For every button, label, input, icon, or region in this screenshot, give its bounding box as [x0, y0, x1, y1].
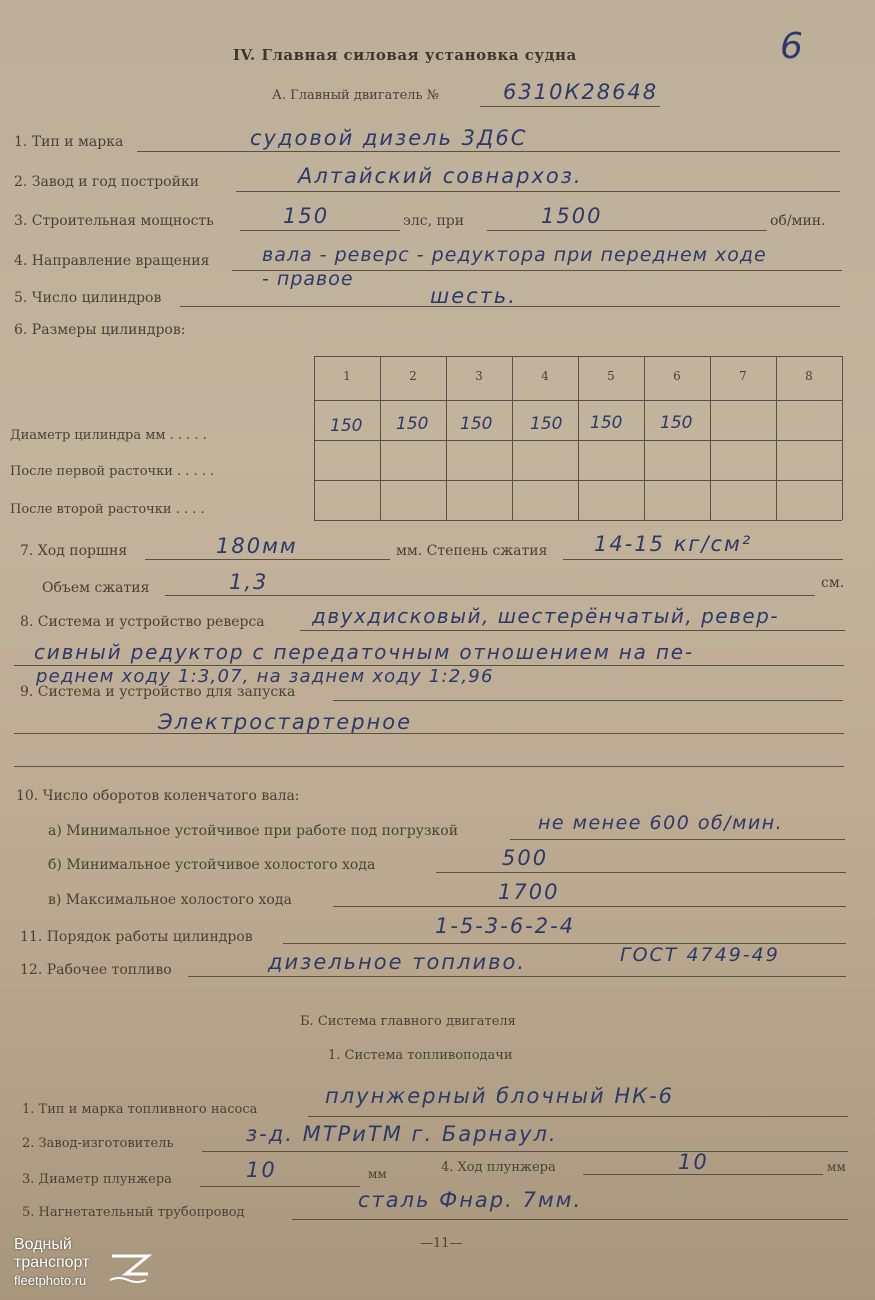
- table-col-3: 3: [475, 369, 483, 383]
- field-start-label: 9. Система и устройство для запуска: [20, 684, 296, 700]
- field-plunger-stroke-label: 4. Ход плунжера: [441, 1160, 556, 1175]
- field-rotation-value-1: вала - реверс - редуктора при переднем ходе: [262, 244, 767, 266]
- section-b-title: Б. Система главного двигателя: [300, 1014, 516, 1029]
- table-row-label-second-boring: После второй расточки . . . .: [10, 502, 205, 517]
- field-rpm-section-label: 10. Число оборотов коленчатого вала:: [16, 788, 300, 804]
- section-title: IV. Главная силовая установка судна: [233, 46, 577, 64]
- field-rpm-min-load-label: а) Минимальное устойчивое при работе под погрузкой: [48, 823, 459, 839]
- field-power-unit: элс, при: [403, 213, 465, 229]
- table-cell: 150: [530, 414, 563, 434]
- table-cell: 150: [460, 414, 493, 434]
- field-rpm-min-load-value: не менее 600 об/мин.: [538, 812, 784, 834]
- field-start-value: Электростартерное: [158, 710, 413, 734]
- field-rotation-label: 4. Направление вращения: [14, 253, 210, 269]
- table-col-8: 8: [805, 369, 813, 383]
- watermark-line-1: Водный: [14, 1236, 72, 1253]
- field-plunger-diameter-unit: мм: [368, 1167, 387, 1181]
- field-firing-order-value: 1-5-3-6-2-4: [435, 914, 576, 938]
- table-col-1: 1: [343, 369, 351, 383]
- field-comp-volume-label: Объем сжатия: [42, 580, 150, 596]
- field-fuel-label: 12. Рабочее топливо: [20, 962, 172, 978]
- field-plunger-stroke-value: 10: [678, 1150, 709, 1174]
- field-manufacturer-value: з-д. МТРиТМ г. Барнаул.: [246, 1122, 558, 1146]
- field-cyl-sizes-label: 6. Размеры цилиндров:: [14, 322, 186, 338]
- watermark-site: fleetphoto.ru: [14, 1273, 87, 1288]
- field-rpm-max-idle-value: 1700: [498, 880, 560, 904]
- watermark-logo-icon: [108, 1248, 152, 1284]
- field-compression-label: мм. Степень сжатия: [396, 543, 548, 559]
- field-fuel-value: дизельное топливо.: [268, 950, 527, 974]
- field-plunger-diameter-label: 3. Диаметр плунжера: [22, 1172, 172, 1187]
- field-factory-value: Алтайский совнархоз.: [298, 164, 583, 188]
- field-reverse-value-2: сивный редуктор с передаточным отношением на пе-: [34, 640, 694, 664]
- engine-no-label: А. Главный двигатель №: [272, 88, 440, 103]
- field-fuel-gost: ГОСТ 4749-49: [620, 944, 780, 966]
- table-col-7: 7: [739, 369, 747, 383]
- field-pipeline-label: 5. Нагнетательный трубопровод: [22, 1205, 245, 1220]
- field-rotation-value-2: - правое: [262, 268, 354, 290]
- fleetphoto-watermark: [14, 1236, 89, 1290]
- table-row-label-first-boring: После первой расточки . . . . .: [10, 464, 215, 479]
- field-reverse-value-1: двухдисковый, шестерёнчатый, ревер-: [312, 604, 780, 628]
- field-rpm-min-idle-value: 500: [502, 846, 549, 870]
- table-cell: 150: [660, 413, 693, 433]
- field-pump-label: 1. Тип и марка топливного насоса: [22, 1102, 258, 1117]
- page-footer-number: —11—: [420, 1236, 463, 1251]
- field-compression-value: 14-15 кг/см²: [594, 532, 753, 556]
- field-rpm-max-idle-label: в) Максимальное холостого хода: [48, 892, 292, 908]
- field-cylinders-value: шесть.: [430, 284, 517, 308]
- table-col-5: 5: [607, 369, 615, 383]
- field-rpm-min-idle-label: б) Минимальное устойчивое холостого хода: [48, 857, 376, 873]
- field-pipeline-value: сталь Фнар. 7мм.: [358, 1188, 583, 1212]
- table-col-2: 2: [409, 369, 417, 383]
- field-reverse-label: 8. Система и устройство реверса: [20, 614, 265, 630]
- field-type-label: 1. Тип и марка: [14, 134, 124, 150]
- field-type-value: судовой дизель 3Д6С: [250, 126, 528, 150]
- field-plunger-stroke-unit: мм: [827, 1160, 846, 1174]
- handwritten-page-number: 6: [780, 26, 803, 67]
- field-stroke-label: 7. Ход поршня: [20, 543, 128, 559]
- field-reverse-value-3: реднем ходу 1:3,07, на заднем ходу 1:2,96: [36, 666, 494, 687]
- field-comp-volume-value: 1,3: [229, 570, 269, 594]
- engine-no-value: 6310К28648: [503, 80, 659, 104]
- field-firing-order-label: 11. Порядок работы цилиндров: [20, 929, 253, 945]
- table-cell: 150: [330, 416, 363, 436]
- table-cell: 150: [590, 413, 623, 433]
- table-row-label-diameter: Диаметр цилиндра мм . . . . .: [10, 428, 207, 443]
- field-pump-value: плунжерный блочный НК-6: [325, 1084, 675, 1108]
- field-rpm-unit: об/мин.: [770, 213, 826, 229]
- table-cell: 150: [396, 414, 429, 434]
- field-factory-label: 2. Завод и год постройки: [14, 174, 200, 190]
- table-col-6: 6: [673, 369, 681, 383]
- field-cylinders-label: 5. Число цилиндров: [14, 290, 162, 306]
- field-plunger-diameter-value: 10: [246, 1158, 277, 1182]
- field-stroke-value: 180мм: [216, 534, 298, 558]
- field-power-value: 150: [283, 204, 330, 228]
- field-power-label: 3. Строительная мощность: [14, 213, 214, 229]
- field-rpm-value: 1500: [541, 204, 603, 228]
- field-comp-volume-unit: см.: [821, 575, 845, 591]
- table-col-4: 4: [541, 369, 549, 383]
- field-manufacturer-label: 2. Завод-изготовитель: [22, 1136, 174, 1151]
- section-b-subtitle: 1. Система топливоподачи: [328, 1048, 513, 1063]
- watermark-line-2: транспорт: [14, 1254, 90, 1271]
